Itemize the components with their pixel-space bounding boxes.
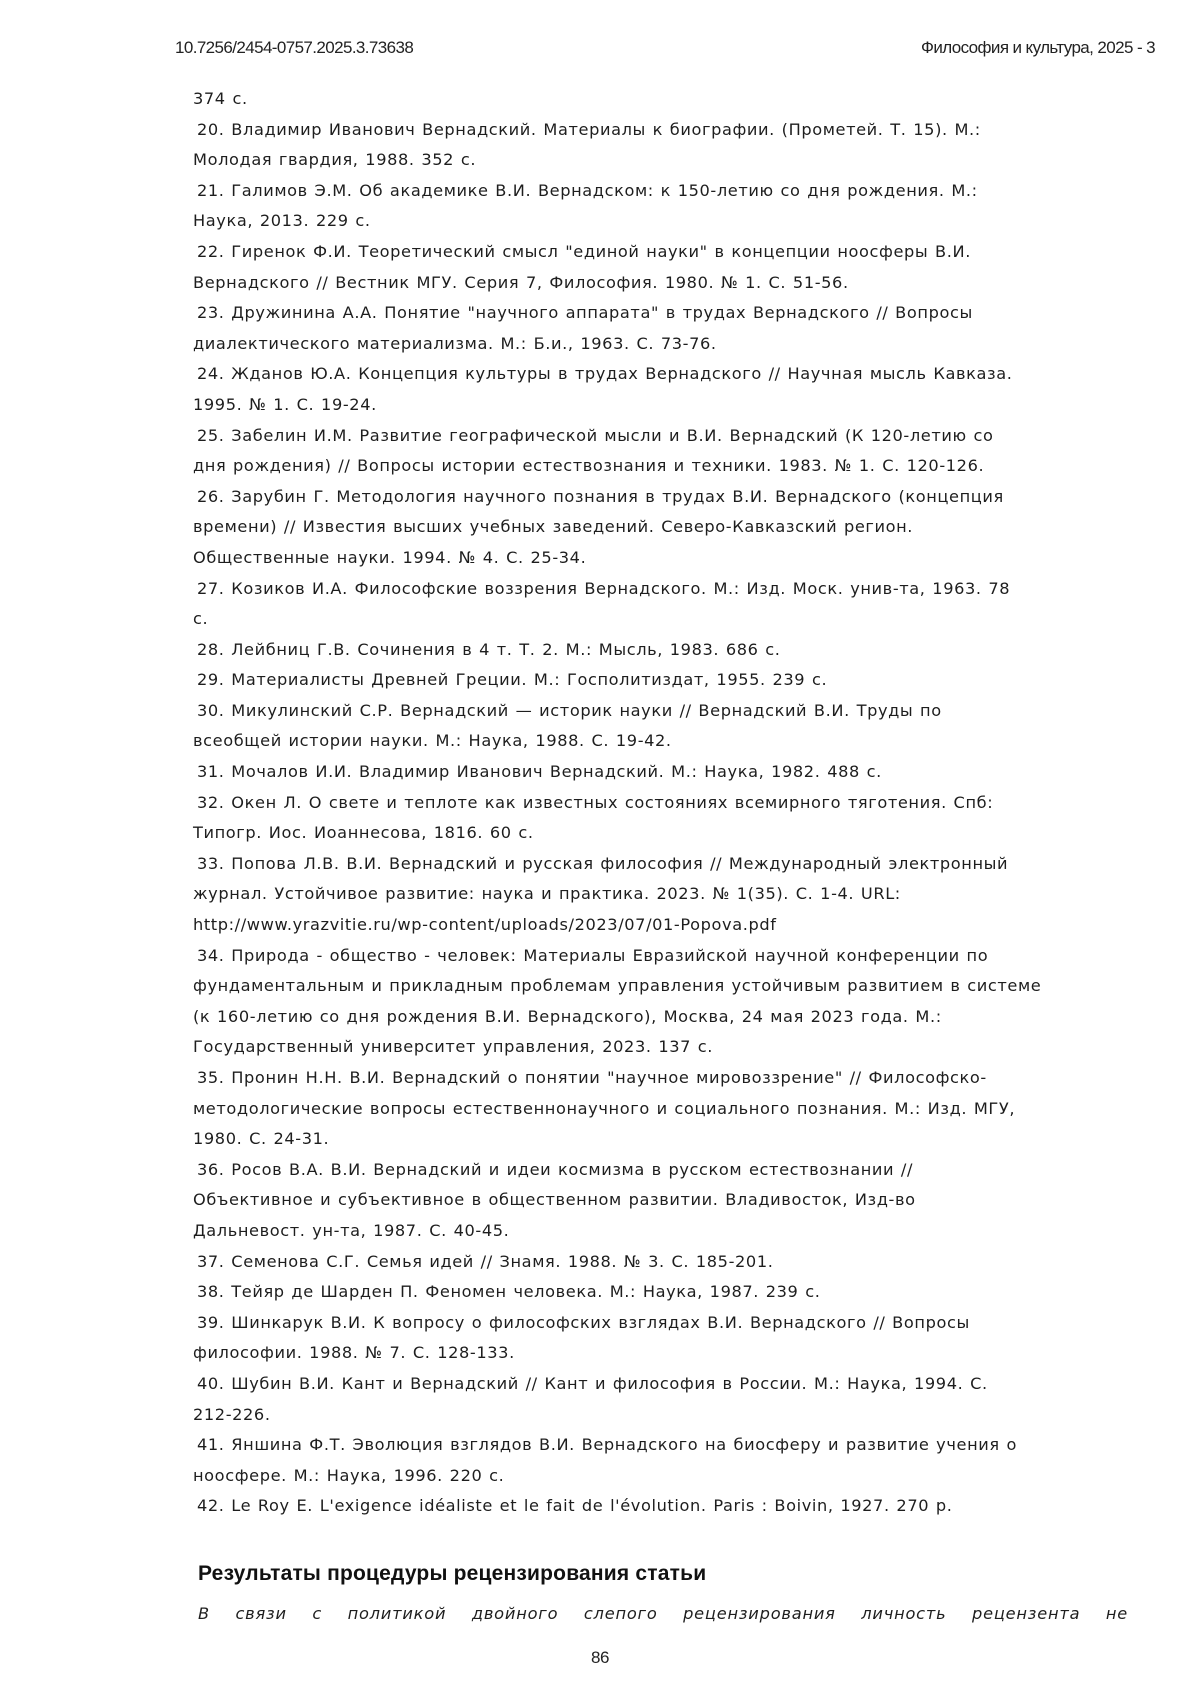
reference-line: Вернадского // Вестник МГУ. Серия 7, Философия. 1980. № 1. С. 51-56. (193, 272, 849, 292)
journal-label: Философия и культура, 2025 - 3 (921, 38, 1155, 57)
reference-line: 36. Росов В.А. В.И. Вернадский и идеи космизма в русском естествознании // (197, 1159, 913, 1179)
page-header (175, 38, 1155, 62)
reference-item (193, 788, 1133, 849)
reference-line: методологические вопросы естественнонаучного и социального познания. М.: Изд. МГУ, (193, 1098, 1016, 1118)
reference-line: 32. Окен Л. О свете и теплоте как известных состояниях всемирного тяготения. Спб: (197, 792, 994, 812)
reference-line: 35. Пронин Н.Н. В.И. Вернадский о понятии "научное мировоззрение" // Философско- (197, 1068, 987, 1087)
reference-line: 20. Владимир Иванович Вернадский. Материалы к биографии. (Прометей. Т. 15). М.: (197, 119, 981, 139)
reference-item (193, 849, 1133, 941)
reference-line: 1995. № 1. С. 19-24. (193, 394, 377, 414)
reference-item (193, 696, 1133, 757)
reference-line: ноосфере. М.: Наука, 1996. 220 с. (193, 1465, 505, 1485)
reference-line: Дальневост. ун-та, 1987. С. 40-45. (193, 1220, 510, 1240)
reference-line: времени) // Известия высших учебных заведений. Северо-Кавказский регион. (193, 517, 914, 537)
reference-item (193, 1430, 1133, 1491)
reference-line: журнал. Устойчивое развитие: наука и практика. 2023. № 1(35). С. 1-4. URL: (193, 884, 901, 904)
reference-item (193, 298, 1133, 359)
reference-line: фундаментальным и прикладным проблемам управления устойчивым развитием в системе (193, 976, 1042, 996)
reference-list (193, 84, 1133, 1522)
reference-line: 30. Микулинский С.Р. Вернадский — историк науки // Вернадский В.И. Труды по (197, 700, 942, 720)
reference-line: 25. Забелин И.М. Развитие географической мысли и В.И. Вернадский (К 120-летию со (197, 425, 994, 445)
reference-item (193, 1277, 1133, 1308)
reference-item (193, 482, 1133, 574)
reference-line: 37. Семенова С.Г. Семья идей // Знамя. 1988. № 3. С. 185-201. (197, 1251, 774, 1271)
reference-item (193, 237, 1133, 298)
reference-line: 28. Лейбниц Г.В. Сочинения в 4 т. Т. 2. М.: Мысль, 1983. 686 с. (197, 639, 781, 659)
reference-line: Общественные науки. 1994. № 4. С. 25-34. (193, 547, 587, 567)
reference-item (193, 757, 1133, 788)
reference-line: 40. Шубин В.И. Кант и Вернадский // Кант и философия в России. М.: Наука, 1994. С. (197, 1373, 988, 1393)
reference-line: 39. Шинкарук В.И. К вопросу о философских взглядах В.И. Вернадского // Вопросы (197, 1312, 970, 1332)
reference-item (193, 1247, 1133, 1278)
reference-line: (к 160-летию со дня рождения В.И. Вернадского), Москва, 24 мая 2023 года. М.: (193, 1006, 942, 1026)
reference-line: 33. Попова Л.В. В.И. Вернадский и русская философия // Международный электронный (197, 853, 1009, 873)
reference-line: всеобщей истории науки. М.: Наука, 1988. С. 19-42. (193, 731, 672, 751)
reference-line: http://www.yrazvitie.ru/wp-content/uploads/2023/07/01-Popova.pdf (193, 915, 777, 935)
reference-item (193, 176, 1133, 237)
reference-line: 38. Тейяр де Шарден П. Феномен человека. М.: Наука, 1987. 239 с. (197, 1282, 821, 1302)
reference-line: 22. Гиренок Ф.И. Теоретический смысл "единой науки" в концепции ноосферы В.И. (197, 241, 971, 261)
reference-line: Объективное и субъективное в общественном развитии. Владивосток, Изд-во (193, 1190, 916, 1210)
reference-item (193, 665, 1133, 696)
reference-item (193, 574, 1133, 635)
reference-line: 1980. С. 24-31. (193, 1129, 330, 1149)
reference-item (193, 635, 1133, 666)
reference-line: 29. Материалисты Древней Греции. М.: Госполитиздат, 1955. 239 с. (197, 670, 828, 690)
reference-line: 21. Галимов Э.М. Об академике В.И. Вернадском: к 150-летию со дня рождения. М.: (197, 180, 978, 200)
reference-line: 31. Мочалов И.И. Владимир Иванович Вернадский. М.: Наука, 1982. 488 с. (197, 762, 882, 782)
review-text: В связи с политикой двойного слепого рецензирования личность рецензента не (198, 1604, 1128, 1623)
reference-line: 42. Le Roy E. L'exigence idéaliste et le fait de l'évolution. Paris : Boivin, 1927. 270 p. (197, 1496, 953, 1516)
reference-line: 26. Зарубин Г. Методология научного познания в трудах В.И. Вернадского (концепция (197, 486, 1004, 506)
reference-line: Наука, 2013. 229 с. (193, 211, 371, 231)
reference-item (193, 1063, 1133, 1155)
reference-item (193, 1491, 1133, 1522)
reference-item (193, 84, 1133, 115)
reference-item (193, 1308, 1133, 1369)
reference-line: Молодая гвардия, 1988. 352 с. (193, 150, 477, 170)
reference-item (193, 359, 1133, 420)
reference-item (193, 115, 1133, 176)
reference-line: 374 с. (193, 89, 248, 108)
reference-line: философии. 1988. № 7. С. 128-133. (193, 1343, 515, 1363)
reference-line: 41. Яншина Ф.Т. Эволюция взглядов В.И. Вернадского на биосферу и развитие учения о (197, 1435, 1017, 1455)
reference-line: Государственный университет управления, 2023. 137 с. (193, 1037, 714, 1057)
reference-line: 23. Дружинина А.А. Понятие "научного аппарата" в трудах Вернадского // Вопросы (197, 303, 973, 323)
reference-line: 34. Природа - общество - человек: Материалы Евразийской научной конференции по (197, 945, 989, 965)
reference-item (193, 1155, 1133, 1247)
page-number: 86 (591, 1648, 609, 1667)
reference-line: 24. Жданов Ю.А. Концепция культуры в трудах Вернадского // Научная мысль Кавказа. (197, 364, 1013, 384)
reference-line: 27. Козиков И.А. Философские воззрения Вернадского. М.: Изд. Моск. унив-та, 1963. 78 (197, 578, 1011, 598)
doi-label: 10.7256/2454-0757.2025.3.73638 (175, 38, 414, 57)
reference-item (193, 941, 1133, 1063)
reference-line: Типогр. Иос. Иоаннесова, 1816. 60 с. (193, 823, 534, 843)
reference-item (193, 421, 1133, 482)
reference-line: диалектического материализма. М.: Б.и., 1963. С. 73-76. (193, 333, 717, 353)
review-section-title: Результаты процедуры рецензирования статьи (198, 1562, 707, 1585)
reference-line: дня рождения) // Вопросы истории естествознания и техники. 1983. № 1. С. 120-126. (193, 456, 985, 476)
reference-line: 212-226. (193, 1404, 271, 1424)
reference-line: с. (193, 609, 209, 629)
reference-item (193, 1369, 1133, 1430)
